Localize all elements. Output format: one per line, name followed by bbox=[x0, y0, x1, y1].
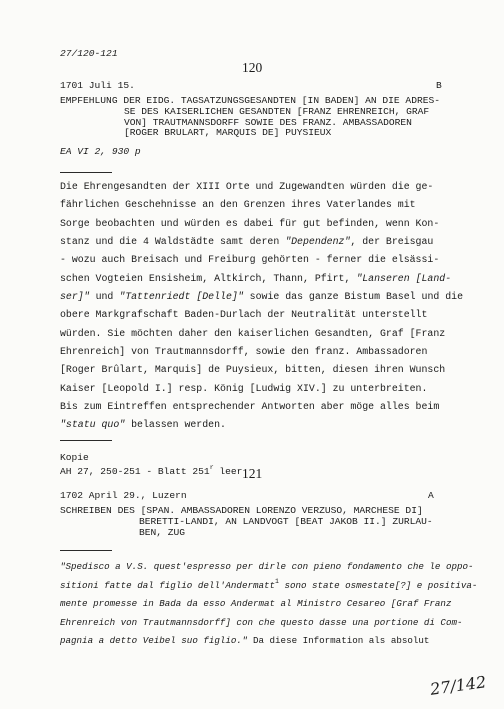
body-text: sowie das ganze Bistum Basel und die bbox=[243, 291, 463, 303]
divider bbox=[60, 172, 112, 173]
copy-reference-sup: r bbox=[209, 464, 214, 471]
document-heading bbox=[60, 506, 433, 538]
body-text: belassen werden. bbox=[125, 419, 226, 431]
body-text: Die Ehrengesandten der XIII Orte und Zugewandten würden die ge- bbox=[60, 181, 434, 192]
body-text: [Roger Brûlart, Marquis] de Puysieux, bitten, diesen ihren Wunsch bbox=[60, 364, 446, 376]
heading-line: [ROGER BRULART, MARQUIS DE] PUYSIEUX bbox=[124, 127, 332, 139]
divider bbox=[60, 440, 112, 441]
body-line bbox=[60, 325, 452, 343]
body-text: sono state osmestate[?] e positiva- bbox=[278, 579, 478, 591]
body-text: "Dependenz" bbox=[285, 236, 351, 248]
body-text: "Tattenriedt [Delle]" bbox=[119, 291, 244, 303]
body-line bbox=[60, 595, 452, 614]
body-text: sitioni fatte dal figlio dell'Andermatt bbox=[60, 579, 276, 591]
body-text: schen Vogteien Ensisheim, Altkirch, Thann, Pfirt, bbox=[60, 272, 357, 284]
document-number: 121 bbox=[242, 466, 263, 481]
body-line bbox=[60, 558, 474, 577]
body-line bbox=[60, 306, 452, 324]
body-text: Kaiser [Leopold I.] resp. König [Ludwig XIV.] zu unterbreiten. bbox=[60, 382, 428, 394]
body-text: würden. Sie möchten daher den kaiserlichen Gesandten, Graf [Franz bbox=[60, 327, 446, 339]
body-line bbox=[60, 380, 452, 398]
document-body bbox=[60, 178, 463, 435]
archive-reference: 27/120-121 bbox=[60, 48, 118, 59]
body-line bbox=[60, 361, 452, 379]
body-text: fährlichen Geschehnisse an den Grenzen ihres Vaterlandes mit bbox=[60, 199, 416, 211]
body-text: und bbox=[89, 291, 120, 303]
body-text: mente promesse in Bada da esso Andermat al Ministro Cesareo [Graf Franz bbox=[60, 598, 452, 610]
body-text: Bis zum Eintreffen entsprechender Antworten aber möge alles beim bbox=[60, 401, 440, 413]
copy-reference-text: AH 27, 250-251 - Blatt 251 bbox=[60, 466, 210, 477]
body-text: Ehrenreich von Trautmannsdorff] con che questo dasse una portione di Com- bbox=[60, 616, 463, 628]
body-line bbox=[60, 632, 452, 651]
handwritten-signature: 27/142 bbox=[428, 672, 488, 699]
document-date: 1701 Juli 15. bbox=[60, 80, 135, 91]
document-category: B bbox=[436, 80, 442, 91]
body-line bbox=[60, 215, 452, 233]
body-line bbox=[60, 251, 452, 269]
body-text: Sorge beobachten und würden es dabei für gut befinden, wenn Kon- bbox=[60, 217, 440, 229]
document-number: 120 bbox=[242, 60, 263, 75]
heading-line: BERETTI-LANDI, AN LANDVOGT [BEAT JAKOB II.] ZURLAU- bbox=[139, 515, 433, 527]
body-text: "Spedisco a V.S. quest'espresso per dirle con pieno fondamento che le oppo- bbox=[60, 561, 474, 572]
footnote-marker: 1 bbox=[275, 577, 279, 585]
body-line bbox=[60, 343, 452, 361]
body-text: pagnia a detto Veibel suo figlio." bbox=[60, 635, 248, 647]
body-line bbox=[60, 270, 452, 288]
body-text: "Lanseren [Land- bbox=[356, 272, 452, 284]
body-text: , der Breisgau bbox=[350, 236, 434, 248]
body-text: Da diese Information als absolut bbox=[247, 635, 430, 647]
copy-label: Kopie bbox=[60, 452, 89, 463]
body-text: obere Markgrafschaft Baden-Durlach der Neutralität unterstellt bbox=[60, 309, 428, 321]
source-reference: EA VI 2, 930 p bbox=[60, 146, 141, 157]
body-line bbox=[60, 288, 463, 306]
body-line bbox=[60, 416, 452, 434]
copy-reference bbox=[60, 466, 242, 477]
body-text: Ehrenreich] von Trautmannsdorff, sowie den franz. Ambassadoren bbox=[60, 346, 428, 358]
body-text: ser]" bbox=[60, 291, 90, 303]
document-category: A bbox=[428, 490, 434, 501]
body-line bbox=[60, 196, 452, 214]
document-heading bbox=[60, 96, 440, 139]
body-text: "statu quo" bbox=[60, 419, 126, 431]
copy-reference-suffix: leer bbox=[213, 466, 243, 477]
body-line bbox=[60, 614, 463, 633]
body-line bbox=[60, 577, 478, 596]
body-text: stanz und die 4 Waldstädte samt deren bbox=[60, 236, 286, 248]
heading-line: SCHREIBEN DES [SPAN. AMBASSADOREN LORENZO VERZUSO, MARCHESE DI] bbox=[60, 505, 423, 516]
body-line bbox=[60, 398, 452, 416]
document-date: 1702 April 29., Luzern bbox=[60, 490, 187, 501]
body-line bbox=[60, 178, 452, 196]
heading-line: VON] TRAUTMANNSDORFF SOWIE DES FRANZ. AMBASSADOREN bbox=[124, 116, 412, 128]
divider bbox=[60, 550, 112, 551]
heading-line: BEN, ZUG bbox=[139, 526, 186, 538]
heading-line: SE DES KAISERLICHEN GESANDTEN [FRANZ EHRENREICH, GRAF bbox=[124, 105, 430, 117]
body-line bbox=[60, 233, 452, 251]
document-body bbox=[60, 558, 478, 651]
heading-line: EMPFEHLUNG DER EIDG. TAGSATZUNGSGESANDTEN [IN BADEN] AN DIE ADRES- bbox=[60, 95, 440, 106]
body-text: - wozu auch Breisach und Freiburg gehörten - ferner die elsässi- bbox=[60, 254, 440, 266]
